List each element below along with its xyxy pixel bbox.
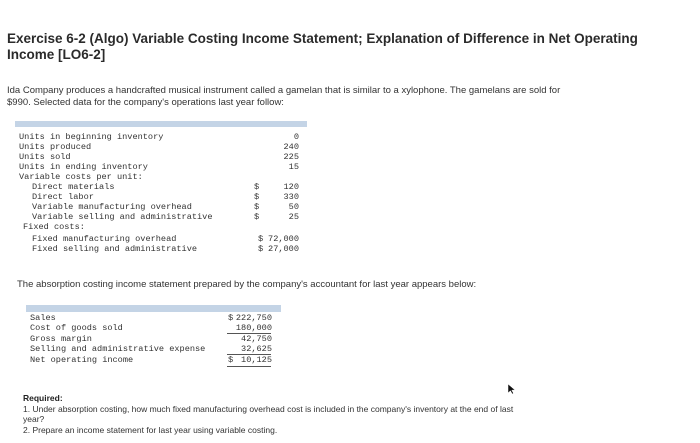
table-row xyxy=(15,244,307,254)
table-row xyxy=(15,162,307,172)
table-row xyxy=(15,222,307,232)
row-value: 120 xyxy=(283,182,299,192)
table-row xyxy=(15,132,307,142)
row-label: Units produced xyxy=(19,142,92,152)
row-label: Units sold xyxy=(19,152,71,162)
row-currency: $ xyxy=(254,182,260,192)
intro-line-2: $990. Selected data for the company's operations last year follow: xyxy=(7,97,284,108)
row-label: Cost of goods sold xyxy=(30,323,123,333)
row-label: Direct materials xyxy=(32,182,115,192)
required-section xyxy=(23,393,623,435)
row-value: 180,000 xyxy=(235,323,272,333)
row-currency: $ xyxy=(258,234,264,244)
row-currency: $ xyxy=(254,192,260,202)
row-value: 0 xyxy=(293,132,299,142)
table-row xyxy=(15,212,307,222)
table-row xyxy=(15,234,307,244)
row-label: Variable manufacturing overhead xyxy=(32,202,192,212)
row-label: Fixed manufacturing overhead xyxy=(32,234,177,244)
row-label: Direct labor xyxy=(32,192,94,202)
table-row xyxy=(15,142,307,152)
required-item-1: 1. Under absorption costing, how much fixed manufacturing overhead cost is included in the company's inventory at the end of last xyxy=(23,403,514,414)
table-row xyxy=(15,192,307,202)
row-label: Variable costs per unit: xyxy=(19,172,143,182)
row-label: Fixed selling and administrative xyxy=(32,244,198,254)
table-header-bar xyxy=(26,305,281,312)
operations-data-table xyxy=(15,121,307,258)
required-item-2: 2. Prepare an income statement for last year using variable costing. xyxy=(23,424,278,435)
row-value: 42,750 xyxy=(241,334,272,344)
row-value: 25 xyxy=(288,212,299,222)
row-currency: $ xyxy=(228,355,234,365)
table-row xyxy=(15,182,307,192)
row-value: 240 xyxy=(283,142,299,152)
row-label: Selling and administrative expense xyxy=(30,344,206,354)
row-label: Fixed costs: xyxy=(23,222,85,232)
row-label: Sales xyxy=(30,313,56,323)
row-value: 72,000 xyxy=(268,234,299,244)
row-currency: $ xyxy=(254,212,260,222)
table-row xyxy=(26,355,281,365)
row-label: Net operating income xyxy=(30,355,134,365)
row-value: 27,000 xyxy=(268,244,299,254)
page-title xyxy=(7,31,647,63)
row-value: 15 xyxy=(288,162,299,172)
table-row xyxy=(26,313,281,323)
table-row xyxy=(15,172,307,182)
row-value: 32,625 xyxy=(241,344,272,354)
total-double-rule-top xyxy=(227,366,271,367)
title-line-1: Exercise 6-2 (Algo) Variable Costing Income Statement; Explanation of Difference in Net Operating xyxy=(7,31,638,46)
table-row xyxy=(26,323,281,333)
required-item-1-cont: year? xyxy=(23,414,45,424)
row-value: 222,750 xyxy=(235,313,272,323)
row-currency: $ xyxy=(258,244,264,254)
row-label: Gross margin xyxy=(30,334,92,344)
table-row xyxy=(26,344,281,354)
table-row xyxy=(26,334,281,344)
table-row xyxy=(15,202,307,212)
table-header-bar xyxy=(15,121,307,127)
required-heading: Required: xyxy=(23,393,63,403)
row-value: 50 xyxy=(288,202,299,212)
row-currency: $ xyxy=(254,202,260,212)
row-currency: $ xyxy=(228,313,234,323)
intro-paragraph xyxy=(7,85,657,109)
row-label: Units in beginning inventory xyxy=(19,132,164,142)
row-value: 10,125 xyxy=(241,355,272,365)
intro-line-1: Ida Company produces a handcrafted musical instrument called a gamelan that is similar to a xylophone. The gamelans are sold for xyxy=(7,85,561,96)
row-label: Units in ending inventory xyxy=(19,162,148,172)
row-value: 330 xyxy=(283,192,299,202)
title-line-2: Income [LO6-2] xyxy=(7,47,106,62)
absorption-income-statement xyxy=(26,305,281,368)
table-row xyxy=(15,152,307,162)
row-label: Variable selling and administrative xyxy=(32,212,213,222)
row-value: 225 xyxy=(283,152,299,162)
absorption-intro-text: The absorption costing income statement prepared by the company's accountant for last year appears below: xyxy=(17,279,477,290)
